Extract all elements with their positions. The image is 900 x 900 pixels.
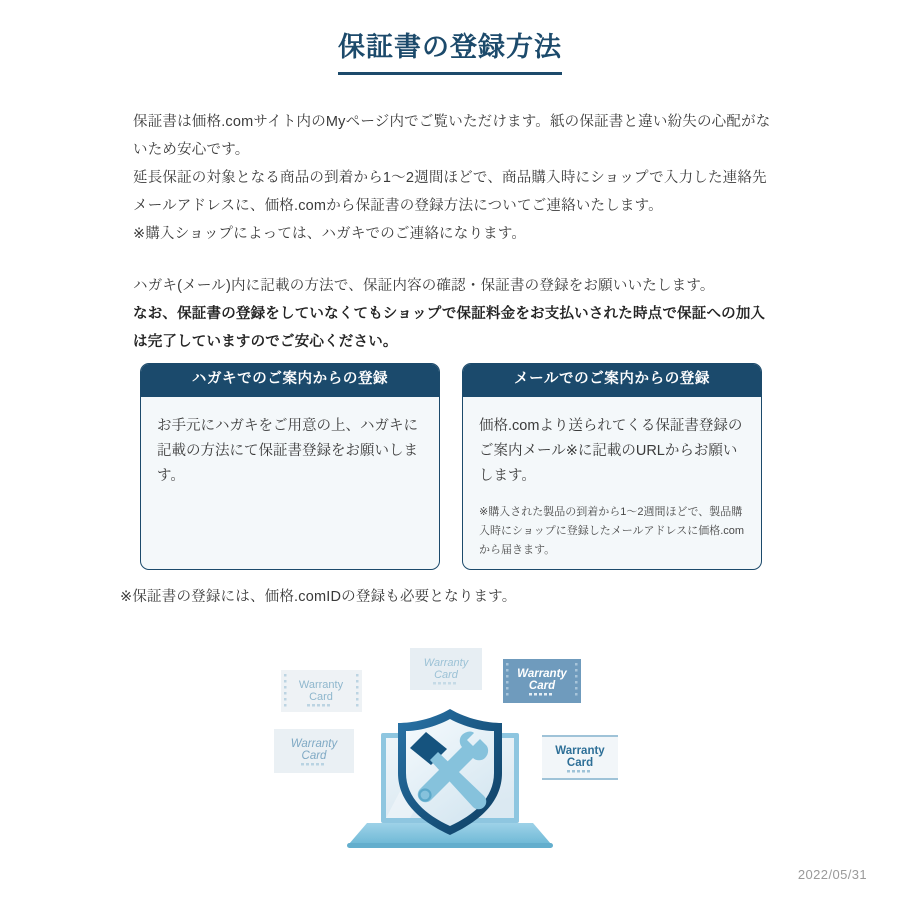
second-line-bold: なお、保証書の登録をしていなくてもショップで保証料金をお支払いされた時点で保証への加入は完了していますのでご安心ください。 (133, 306, 766, 350)
box-postcard-registration (140, 363, 440, 570)
registration-method-boxes (140, 363, 762, 570)
box-email-registration (462, 363, 762, 570)
second-paragraph (133, 272, 773, 356)
date-stamp: 2022/05/31 (797, 867, 867, 882)
svg-text:Warranty: Warranty (555, 745, 605, 757)
box-email-body (463, 397, 761, 570)
box-postcard-header: ハガキでのご案内からの登録 (141, 364, 439, 397)
svg-text:Warranty: Warranty (298, 679, 344, 691)
page-title-container (0, 0, 900, 75)
svg-text:Warranty: Warranty (290, 738, 338, 750)
box-email-header: メールでのご案内からの登録 (463, 364, 761, 397)
footnote-text: ※保証書の登録には、価格.comIDの登録も必要となります。 (120, 589, 517, 605)
main-content (133, 108, 773, 356)
warranty-card-2 (410, 648, 482, 690)
svg-text:Card: Card (434, 669, 458, 681)
box-postcard-body (141, 397, 439, 569)
intro-line-3: ※購入ショップによっては、ハガキでのご連絡になります。 (133, 226, 527, 242)
intro-line-1: 保証書は価格.comサイト内のMyページ内でご覧いただけます。紙の保証書と違い紛失の心配がないため安心です。 (133, 114, 771, 158)
svg-text:Card: Card (309, 691, 333, 703)
box-postcard-text: お手元にハガキをご用意の上、ハガキに記載の方法にて保証書登録をお願いします。 (157, 417, 418, 484)
box-email-note: ※購入された製品の到着から1〜2週間ほどで、製品購入時にショップに登録したメールアドレスに価格.comから届きます。 (479, 505, 745, 556)
intro-paragraph (133, 108, 773, 248)
warranty-card-5 (542, 735, 618, 780)
intro-line-2: 延長保証の対象となる商品の到着から1〜2週間ほどで、商品購入時にショップで入力した連絡先メールアドレスに、価格.comから保証書の登録方法についてご連絡いたします。 (133, 170, 767, 214)
svg-text:Card: Card (528, 680, 556, 692)
warranty-card-3 (503, 659, 581, 703)
second-line-1: ハガキ(メール)内に記載の方法で、保証内容の確認・保証書の登録をお願いいたします。 (133, 278, 715, 294)
warranty-card-1 (281, 670, 362, 712)
svg-text:Warranty: Warranty (423, 657, 469, 669)
warranty-card-4 (274, 729, 354, 773)
box-email-text: 価格.comより送られてくる保証書登録のご案内メール※に記載のURLからお願いします。 (479, 417, 743, 484)
svg-text:Warranty: Warranty (517, 668, 567, 680)
svg-text:Card: Card (301, 750, 327, 762)
warranty-illustration (270, 630, 630, 862)
svg-text:Card: Card (566, 757, 594, 769)
page-title: 保証書の登録方法 (338, 33, 562, 75)
